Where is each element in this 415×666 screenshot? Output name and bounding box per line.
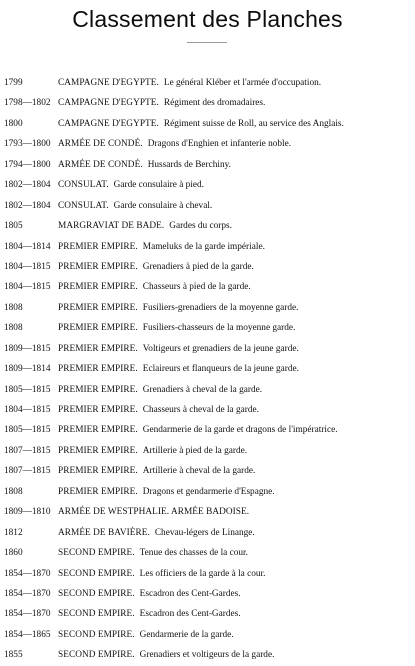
plate-description: Gendarmerie de la garde et dragons de l'impératrice. xyxy=(142,425,338,436)
list-item xyxy=(0,604,415,624)
plate-date: 1809—1815 xyxy=(4,343,51,354)
plate-description: Le général Kléber et l'armée d'occupation. xyxy=(163,78,322,88)
plate-date: 1808 xyxy=(4,302,23,313)
plate-date: 1800 xyxy=(4,118,23,129)
plate-date: 1808 xyxy=(4,486,23,497)
list-item xyxy=(0,482,415,502)
plate-entry xyxy=(58,645,274,665)
plate-entry xyxy=(58,155,231,175)
list-item xyxy=(0,216,415,236)
title-divider xyxy=(187,42,227,43)
plate-army: PREMIER EMPIRE. xyxy=(58,405,138,415)
list-item xyxy=(0,645,415,665)
plate-description: Dragons d'Enghien et infanterie noble. xyxy=(147,139,292,150)
plate-entry xyxy=(58,298,298,318)
plate-army: PREMIER EMPIRE. xyxy=(58,261,138,272)
plate-army: PREMIER EMPIRE. xyxy=(58,486,138,497)
plate-description: Dragons et gendarmerie d'Espagne. xyxy=(142,486,275,497)
plate-army: CONSULAT. xyxy=(58,180,109,191)
plate-army: PREMIER EMPIRE. xyxy=(58,364,138,375)
plate-date: 1854—1870 xyxy=(4,568,51,579)
plate-description: Les officiers de la garde à la cour. xyxy=(139,568,266,579)
plate-date: 1798—1802 xyxy=(4,98,51,109)
plate-entry xyxy=(58,93,265,113)
list-item xyxy=(0,400,415,420)
plate-date: 1807—1815 xyxy=(4,466,51,477)
plate-entry xyxy=(58,604,241,624)
list-item xyxy=(0,114,415,134)
list-item xyxy=(0,93,415,113)
plate-entry xyxy=(58,564,265,584)
plate-date: 1804—1814 xyxy=(4,241,51,252)
plate-date: 1855 xyxy=(4,650,23,661)
plate-entry xyxy=(58,175,204,195)
list-item xyxy=(0,420,415,440)
plate-description: Fusiliers-chasseurs de la moyenne garde. xyxy=(142,323,296,334)
plate-army: PREMIER EMPIRE. xyxy=(58,241,138,252)
list-item xyxy=(0,502,415,522)
plate-description: Régiment des dromadaires. xyxy=(163,98,266,109)
list-item xyxy=(0,359,415,379)
list-item xyxy=(0,73,415,93)
plate-entry xyxy=(58,420,338,440)
plate-description: Garde consulaire à pied. xyxy=(113,180,204,191)
plate-description: Artillerie à pied de la garde. xyxy=(142,445,248,456)
plate-date: 1809—1810 xyxy=(4,507,51,518)
plate-entry xyxy=(58,339,299,359)
list-item xyxy=(0,441,415,461)
plate-description: Grenadiers à pied de la garde. xyxy=(142,261,254,272)
plate-army: PREMIER EMPIRE. xyxy=(58,302,138,313)
list-item xyxy=(0,461,415,481)
list-item xyxy=(0,523,415,543)
plate-entry xyxy=(58,216,232,236)
plate-army: SECOND EMPIRE. xyxy=(58,568,135,579)
list-item xyxy=(0,257,415,277)
plate-date: 1808 xyxy=(4,323,23,334)
plate-entry xyxy=(58,502,254,522)
plate-description: Régiment suisse de Roll, au service des Anglais. xyxy=(163,118,344,129)
plate-entry xyxy=(58,482,275,502)
plate-description: Grenadiers à cheval de la garde. xyxy=(142,384,263,395)
list-item xyxy=(0,564,415,584)
plate-army: PREMIER EMPIRE. xyxy=(58,425,138,436)
plate-army: MARGRAVIAT DE BADE. xyxy=(58,221,165,232)
plate-army: SECOND EMPIRE. xyxy=(58,609,135,620)
plate-description: Tenue des chasses de la cour. xyxy=(139,548,248,559)
list-item xyxy=(0,543,415,563)
list-item xyxy=(0,584,415,604)
list-item xyxy=(0,298,415,318)
plate-date: 1804—1815 xyxy=(4,261,51,272)
plate-date: 1805—1815 xyxy=(4,425,51,436)
list-item xyxy=(0,175,415,195)
plate-entry xyxy=(58,114,344,134)
plate-date: 1860 xyxy=(4,548,23,559)
plate-date: 1854—1870 xyxy=(4,588,51,599)
plate-date: 1809—1814 xyxy=(4,364,51,375)
plate-army: SECOND EMPIRE. xyxy=(58,650,135,661)
plate-entry xyxy=(58,461,255,481)
list-item xyxy=(0,155,415,175)
plate-entry xyxy=(58,257,254,277)
plate-description: Artillerie à cheval de la garde. xyxy=(142,466,256,477)
plate-date: 1799 xyxy=(4,78,23,88)
plate-army: ARMÉE DE CONDÉ. xyxy=(58,159,143,170)
plate-entry xyxy=(58,134,291,154)
plate-army: SECOND EMPIRE. xyxy=(58,548,135,559)
plate-description: Chasseurs à cheval de la garde. xyxy=(142,405,259,415)
plate-date: 1793—1800 xyxy=(4,139,51,150)
plate-date: 1854—1865 xyxy=(4,629,51,640)
plate-date: 1802—1804 xyxy=(4,200,51,211)
plate-army: PREMIER EMPIRE. xyxy=(58,343,138,354)
plate-army: PREMIER EMPIRE. xyxy=(58,466,138,477)
plates-list xyxy=(0,73,415,666)
list-item xyxy=(0,196,415,216)
list-item xyxy=(0,339,415,359)
plate-army: PREMIER EMPIRE. xyxy=(58,323,138,334)
plate-date: 1802—1804 xyxy=(4,180,51,191)
plate-army: CAMPAGNE D'EGYPTE. xyxy=(58,78,159,88)
plate-description: Gendarmerie de la garde. xyxy=(139,629,234,640)
plate-entry xyxy=(58,73,321,93)
plate-entry xyxy=(58,584,241,604)
plate-description: Grenadiers et voltigeurs de la garde. xyxy=(139,650,275,661)
plate-date: 1804—1815 xyxy=(4,282,51,293)
plate-description: Voltigeurs et grenadiers de la jeune garde. xyxy=(142,343,299,354)
plate-entry xyxy=(58,318,295,338)
plate-date: 1854—1870 xyxy=(4,609,51,620)
plate-description: Chevau-légers de Linange. xyxy=(154,527,255,538)
plate-date: 1804—1815 xyxy=(4,405,51,415)
plate-army: PREMIER EMPIRE. xyxy=(58,445,138,456)
plate-description: Escadron des Cent-Gardes. xyxy=(139,588,241,599)
list-item xyxy=(0,237,415,257)
plate-army: CONSULAT. xyxy=(58,200,109,211)
plate-entry xyxy=(58,196,212,216)
list-item xyxy=(0,277,415,297)
plate-army: ARMÉE DE WESTPHALIE. ARMÉE BADOISE. xyxy=(58,507,250,518)
plate-army: PREMIER EMPIRE. xyxy=(58,282,138,293)
plate-army: SECOND EMPIRE. xyxy=(58,588,135,599)
plate-army: ARMÉE DE CONDÉ. xyxy=(58,139,143,150)
plate-date: 1805 xyxy=(4,221,23,232)
plate-description: Eclaireurs et flanqueurs de la jeune garde. xyxy=(142,364,299,375)
plate-date: 1807—1815 xyxy=(4,445,51,456)
plate-entry xyxy=(58,400,259,420)
plate-entry xyxy=(58,277,251,297)
plate-description: Chasseurs à pied de la garde. xyxy=(142,282,251,293)
plate-description: Escadron des Cent-Gardes. xyxy=(139,609,241,620)
plate-entry xyxy=(58,625,234,645)
plate-army: SECOND EMPIRE. xyxy=(58,629,135,640)
plate-entry xyxy=(58,359,299,379)
plate-description: Gardes du corps. xyxy=(169,221,232,232)
plate-date: 1812 xyxy=(4,527,23,538)
list-item xyxy=(0,380,415,400)
plate-description: Garde consulaire à cheval. xyxy=(113,200,213,211)
plate-army: CAMPAGNE D'EGYPTE. xyxy=(58,118,159,129)
plate-description: Hussards de Berchiny. xyxy=(147,159,231,170)
plate-army: PREMIER EMPIRE. xyxy=(58,384,138,395)
list-item xyxy=(0,134,415,154)
plate-description: Mameluks de la garde impériale. xyxy=(142,241,265,252)
plate-entry xyxy=(58,523,255,543)
plate-description: Fusiliers-grenadiers de la moyenne garde. xyxy=(142,302,299,313)
plate-army: ARMÉE DE BAVIÈRE. xyxy=(58,527,150,538)
plate-date: 1805—1815 xyxy=(4,384,51,395)
plate-entry xyxy=(58,380,262,400)
page-title: Classement des Planches xyxy=(72,6,343,32)
plate-entry xyxy=(58,543,248,563)
plate-entry xyxy=(58,237,265,257)
plate-entry xyxy=(58,441,247,461)
list-item xyxy=(0,625,415,645)
plate-date: 1794—1800 xyxy=(4,159,51,170)
plate-army: CAMPAGNE D'EGYPTE. xyxy=(58,98,159,109)
list-item xyxy=(0,318,415,338)
